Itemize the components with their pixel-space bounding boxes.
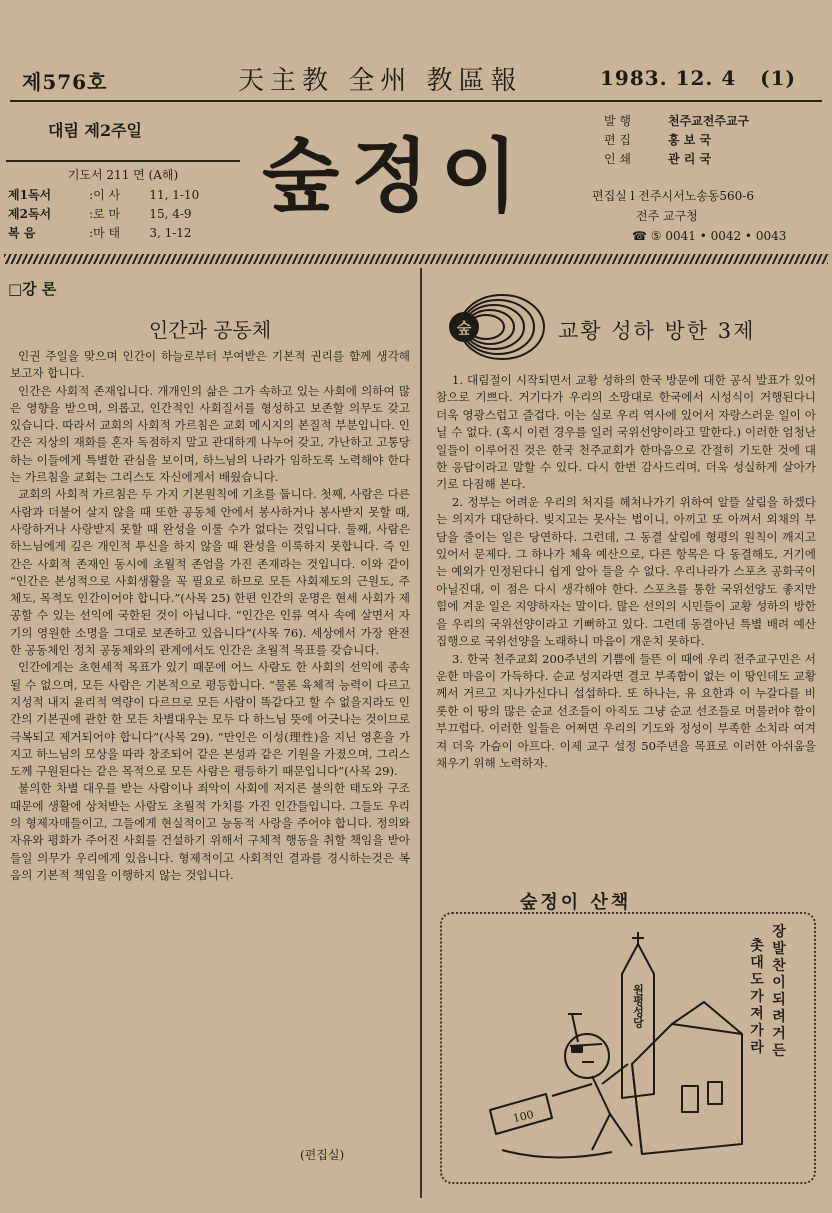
paragraph: 인간에게는 초현세적 목표가 있기 때문에 어느 사람도 한 사회의 선익에 종속될 수 없으며, 모든 사람은 기본적으로 평등합니다. “물론 육체적 능력이 다르고 지성적 내지 윤리적 역량이 다르므로 모든 사람이 똑같다고 할 수 없을지라도 인간의 기본권에 관한 한 모든 차별대우는 모두 다 하느님 뜻에 어긋나는 것이므로 극복되고 제거되어야 합니다”(사목 29). “만인은 이성(理性)을 지닌 영혼을 가지고 하느님의 모상을 따라 창조되어 같은 본성과 같은 기원을 가졌으며, 그리스도께 구원된다는 같은 목적으로 모든 사람은 평등하기 때문입니다”(사목 29). [10, 660, 410, 779]
reading-row [6, 204, 240, 223]
article-signature: (편집실) [300, 1148, 345, 1162]
readings-table [6, 185, 240, 242]
article-body [10, 348, 410, 884]
issue-number: 제576호 [22, 70, 108, 94]
reading-book: :이 사 [89, 188, 121, 202]
editorial-address [592, 186, 820, 246]
cartoon-title: 숲정이 산책 [520, 892, 632, 913]
publisher-row: 발 행 천주교전주교구 [604, 114, 750, 128]
column-logo [438, 292, 548, 362]
logo-text: 숲 [456, 319, 472, 337]
paragraph: 불의한 차별 대우를 받는 사람이나 죄악이 사회에 저지른 불의한 태도와 구조 때문에 생활에 상처받는 사람도 초월적 가치를 가진 인간들입니다. 그들도 우리의 형제자매들이고, 그들에게 현실적이고 능동적 사랑을 주어야 합니다. 정의와 자유와 평화가 주어진 사회를 건설하기 위해서 구체적 행동을 취할 책임을 받아들일 의무가 우리에게 있읍니다. 형제적이고 사회적인 결과를 경시하는것은 복음의 기본적 책임을 이행하지 않는 것입니다. [10, 781, 410, 882]
address-line: 편집실 l 전주시서노송동560-6 [592, 189, 754, 203]
header-rule [10, 100, 822, 102]
paragraph: 인권 주일을 맞으며 인간이 하늘로부터 부여받은 기본적 권리를 함께 생각해 보고자 합니다. [10, 349, 410, 381]
paragraph: 2. 정부는 어려운 우리의 처지를 헤쳐나가기 위하여 알뜰 살림을 하겠다는 의지가 대단하다. 빚지고는 못사는 법이니, 아끼고 또 아껴서 외채의 부담을 줄이는 일은 당연하다. 그런데, 그 동결 살림에 형평의 원칙이 깨지고 있어서 문제다. 그 하나가 체육 예산으로, 다른 항목은 다 동결해도, 거기에는 예외가 인정된다니 쉽게 알아 들을 수 없다. 우리나라가 스포츠 공화국이 아닐진대, 이 점은 다시 생각해야 한다. 스포츠를 통한 국위선양도 좋지만 힘에 겨운 일은 지양하자는 말이다. 많은 선의의 시민들이 교황 성하의 방한을 우리의 국위선양이라고 기뻐하고 있다. 그런데 동결아닌 특별 배려 예산집행으로 국위선양을 노래하니 마음이 개운치 못하다. [436, 494, 816, 649]
reading-row [6, 223, 240, 242]
sign-text: 원평성당 [631, 984, 645, 1028]
publisher-info [604, 112, 749, 169]
date-text: 1983. 12. 4 [600, 66, 737, 90]
reading-row [6, 185, 240, 204]
article-title: 인간과 공동체 [148, 318, 272, 342]
address-line: 전주 교구청 [636, 209, 698, 223]
reading-label: 제2독서 [8, 207, 52, 221]
reading-book: :로 마 [89, 207, 121, 221]
paragraph: 교회의 사회적 가르침은 두 가지 기본원칙에 기초를 둡니다. 첫째, 사람은 다른 사람과 더불어 살지 않을 때 또한 공동체 안에서 봉사하거나 봉사받지 못할 때, 사랑하거나 사랑받지 못할 때 완성을 이룰 수가 없다는 것입니다. 둘째, 사람은 하느님에게 깊은 개인적 투신을 하지 않을 때 완성을 이룩하지 못합니다. 즉 인간은 사회적 존재인 동시에 초월적 존엄을 가진 존재라는 것입니다. 이와 같이 “인간은 본성적으로 사회생활을 꼭 필요로 하므로 모든 사회제도의 근원도, 주체도, 목적도 인간이어야 합니다.”(사목 25) 한편 인간의 운명은 현세 사회가 제공할 수 있는 선익에 국한된 것이 아닙니다. “인간은 인류 역사 속에 살면서 자기의 영원한 소명을 그대로 보존하고 있읍니다”(사목 76). 세상에서 가장 완전한 공동체인 정치 공동체와의 관계에서도 인간은 초월적 목표를 갖습니다. [10, 487, 411, 658]
reading-ref: 11, 1-10 [149, 187, 200, 202]
reading-book: :마 태 [89, 226, 121, 240]
readings-box [6, 160, 240, 242]
column-divider [420, 268, 422, 1198]
hatched-divider [4, 254, 828, 264]
paragraph: 1. 대림절이 시작되면서 교황 성하의 한국 방문에 대한 공식 발표가 있어 참으로 기쁘다. 거기다가 우리의 소망대로 한국에서 시성식이 거행된다니 더욱 영광스럽고 즐겁다. 이는 실로 우리 역사에 있어서 자랑스러운 일이 아닐 수 없다. (혹시 이런 경우를 일러 국위선양이라고 말한다.) 이러한 엄청난 일들이 이루어진 것은 한국 천주교회가 한마음으로 간절히 기도한 것에 대한 응답이라고 말할 수 있다. 다시 한번 감사드리며, 더욱 성실하게 살아가기로 다짐해 본다. [436, 373, 816, 492]
paragraph: 3. 한국 천주교회 200주년의 기쁨에 들뜬 이 때에 우리 전주교구민은 서운한 마음이 가득하다. 순교 성지라면 결코 부족함이 없는 이 땅인데도 교황께서 거르고 지나가신다니 섭섭하다. 또 하나는, 유 요한과 이 누갈다를 비롯한 이 땅의 많은 순교 선조들이 아직도 그냥 순교 선조들로 머물러야 함이 부끄럽다. 이러한 일들은 어쩌면 우리의 기도와 정성이 부족한 소치라 여겨져 더욱 가슴이 아프다. 이제 교구 설정 50주년을 목표로 이러한 아쉬움을 채우기 위해 노력하자. [436, 651, 816, 770]
column-body [436, 372, 816, 772]
phone-number: ☎ ⑤ 0041 • 0042 • 0043 [632, 229, 787, 243]
paper-name: 天主教 全州 教區報 [238, 66, 523, 96]
reading-ref: 3, 1-12 [149, 225, 192, 240]
cartoon-caption: 촛대도 가져가라 [750, 938, 764, 1056]
page-number: (1) [760, 66, 796, 90]
paragraph: 인간은 사회적 존재입니다. 개개인의 삶은 그가 속하고 있는 사회에 의하여 많은 영향을 받으며, 의롭고, 인간적인 사회질서를 형성하고 보존할 의무도 갖고 있습니다. 따라서 교회의 사회적 가르침은 교회 메시지의 본질적 부분입니다. 인간은 지상의 재화를 혼자 독점하지 말고 관대하게 나누어 갖고, 가난하고 고통당하는 이들에게 특별한 관심을 보이며, 하느님의 나라가 임하도록 노력해야 한다는 가르침을 교회는 그리스도 자신에게서 배웠습니다. [10, 383, 410, 485]
issue-date [600, 66, 796, 90]
section-label: □강 론 [8, 280, 57, 298]
cartoon-box [440, 912, 816, 1184]
column-title: 교황 성하 방한 3제 [558, 319, 756, 343]
reading-label: 복 음 [8, 226, 36, 240]
prayer-book-ref: 기도서 211 면 (A해) [67, 168, 179, 182]
masthead-title: 숲정이 [262, 130, 530, 223]
cartoon-caption: 장발찬이 되려거든 [772, 924, 786, 1059]
liturgical-season: 대림 제2주일 [48, 121, 142, 140]
reading-label: 제1독서 [8, 188, 52, 202]
logo-icon [438, 292, 548, 362]
publisher-row: 편 집 홍 보 국 [604, 133, 712, 147]
reading-ref: 15, 4-9 [149, 206, 192, 221]
publisher-row: 인 쇄 관 리 국 [604, 152, 712, 166]
banner-text: 100 [511, 1108, 535, 1126]
